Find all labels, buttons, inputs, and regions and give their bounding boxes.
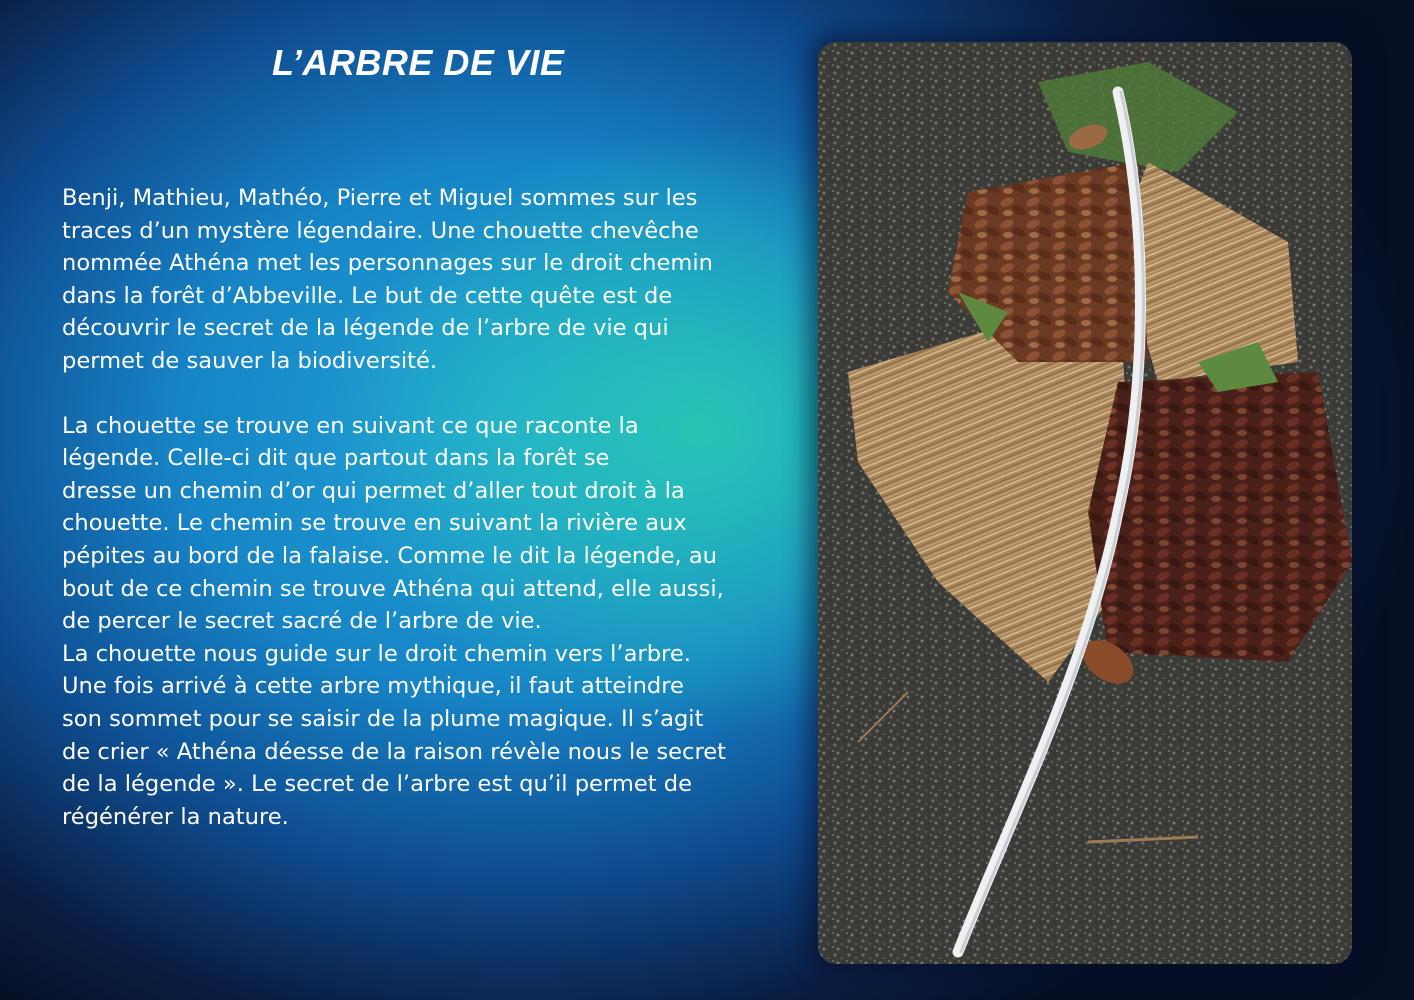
story-text xyxy=(62,182,782,833)
story-paragraph-2: La chouette se trouve en suivant ce que raconte la légende. Celle-ci dit que partout dans la forêt se dresse un chemin d’or qui permet d’aller tout droit à la chouette. Le chemin se trouve en suivant la rivière aux pépites au bord de la falaise. Comme le dit la légende, au bout de ce chemin se trouve Athéna qui attend, elle aussi, de percer le secret sacré de l’arbre de vie. xyxy=(62,412,724,635)
feather-photo-illustration xyxy=(818,42,1352,964)
page-title: L’ARBRE DE VIE xyxy=(272,42,565,83)
feather-land-art-photo xyxy=(818,42,1352,964)
story-paragraph-1: Benji, Mathieu, Mathéo, Pierre et Miguel sommes sur les traces d’un mystère légendaire. Une chouette chevêche nommée Athéna met les personnages sur le droit chemin dans la forêt d’Abbeville. Le but de cette quête est de découvrir le secret de la légende de l’arbre de vie qui permet de sauver la biodiversité. xyxy=(62,185,713,374)
story-paragraph-3: La chouette nous guide sur le droit chemin vers l’arbre. Une fois arrivé à cette arbre mythique, il faut atteindre son sommet pour se saisir de la plume magique. Il s’agit de crier « Athéna déesse de la raison révèle nous le secret de la légende ». Le secret de l’arbre est qu’il permet de régénérer la nature. xyxy=(62,640,727,830)
